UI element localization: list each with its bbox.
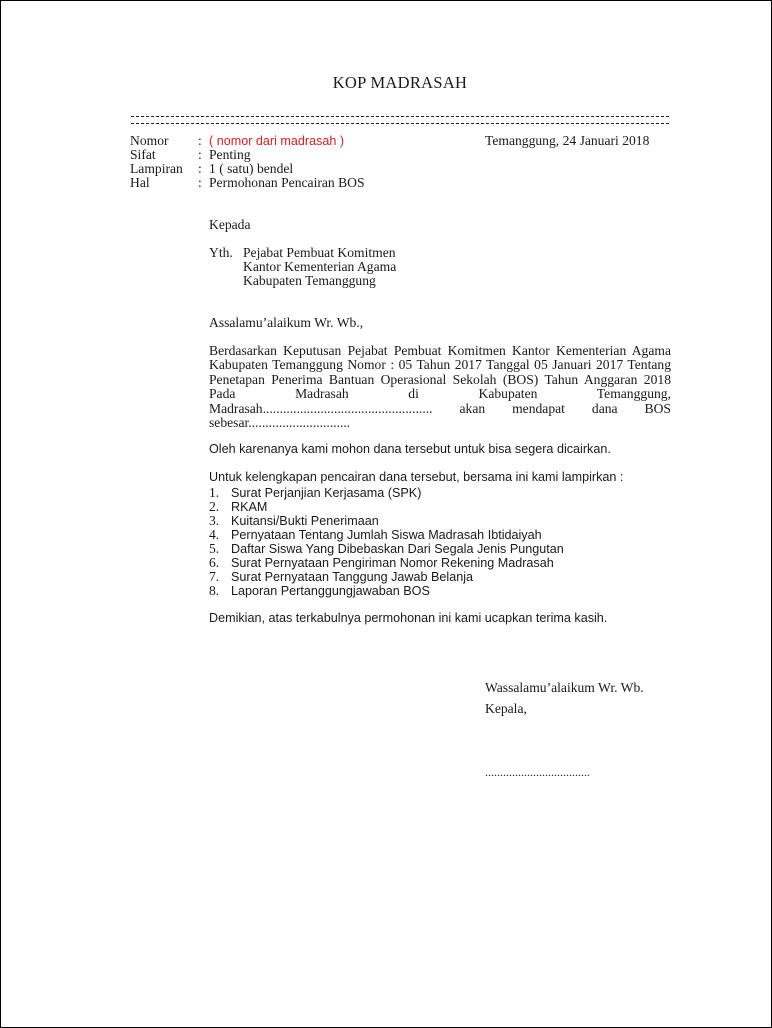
sifat-value: Penting <box>209 147 251 162</box>
body-paragraph-3: Untuk kelengkapan pencairan dana tersebut, bersama ini kami lampirkan : <box>209 470 624 484</box>
nomor-value: ( nomor dari madrasah ) <box>209 134 345 148</box>
list-item <box>209 528 564 542</box>
kepada-label: Kepada <box>209 217 251 232</box>
list-item-number: 8. <box>209 583 220 598</box>
list-item-text: Daftar Siswa Yang Dibebaskan Dari Segala Jenis Pungutan <box>231 542 564 556</box>
recipient-line-2: Kantor Kementerian Agama <box>243 259 397 274</box>
list-item <box>209 514 564 528</box>
list-item-text: Laporan Pertanggungjawaban BOS <box>231 584 430 598</box>
body-paragraph-2: Oleh karenanya kami mohon dana tersebut untuk bisa segera dicairkan. <box>209 442 611 456</box>
lampiran-separator: : <box>198 161 202 176</box>
lampiran-label: Lampiran <box>130 161 183 176</box>
list-item-text: Pernyataan Tentang Jumlah Siswa Madrasah Ibtidaiyah <box>231 528 542 542</box>
sifat-separator: : <box>198 147 202 162</box>
list-item-number: 7. <box>209 569 220 584</box>
nomor-label: Nomor <box>130 133 169 148</box>
attachment-list <box>209 486 564 598</box>
place-date: Temanggung, 24 Januari 2018 <box>485 133 650 148</box>
list-item-number: 6. <box>209 555 220 570</box>
signatory-name-line: ................................... <box>485 765 590 779</box>
list-item-text: RKAM <box>231 500 268 514</box>
lampiran-value: 1 ( satu) bendel <box>209 161 294 176</box>
list-item-text: Surat Pernyataan Tanggung Jawab Belanja <box>231 570 474 584</box>
list-item-number: 4. <box>209 527 220 542</box>
sifat-label: Sifat <box>130 147 156 162</box>
list-item-number: 3. <box>209 513 220 528</box>
recipient-line-3: Kabupaten Temanggung <box>243 273 376 288</box>
list-item-text: Kuitansi/Bukti Penerimaan <box>231 514 379 528</box>
double-dashed-divider <box>131 116 669 124</box>
hal-separator: : <box>198 175 202 190</box>
closing-sentence: Demikian, atas terkabulnya permohonan ini kami ucapkan terima kasih. <box>209 611 608 625</box>
list-item <box>209 584 564 598</box>
list-item <box>209 556 564 570</box>
letterhead-title: KOP MADRASAH <box>332 73 468 92</box>
list-item-number: 1. <box>209 485 220 500</box>
list-item <box>209 486 564 500</box>
greeting: Assalamu’alaikum Wr. Wb., <box>209 315 364 330</box>
nomor-separator: : <box>198 133 202 148</box>
list-item-number: 2. <box>209 499 220 514</box>
body-paragraph-1: Berdasarkan Keputusan Pejabat Pembuat Komitmen Kantor Kementerian Agama Kabupaten Temanggung Nomor : 05 Tahun 2017 Tanggal 05 Januari 2017 Tentang Penetapan Penerima Bantuan Operasional Sekolah (BOS) Tahun Anggaran 2018 Pada Madrasah di Kabupaten Temanggung, Madrasah.................................................. akan mendapat dana BOS sebesar.............................. <box>209 343 671 431</box>
list-item-text: Surat Pernyataan Pengiriman Nomor Rekening Madrasah <box>231 556 554 570</box>
closing-salam: Wassalamu’alaikum Wr. Wb. <box>485 680 644 695</box>
yth-label: Yth. <box>209 245 233 260</box>
recipient-line-1: Pejabat Pembuat Komitmen <box>243 245 396 260</box>
list-item-text: Surat Perjanjian Kerjasama (SPK) <box>231 486 422 500</box>
list-item-number: 5. <box>209 541 220 556</box>
list-item <box>209 542 564 556</box>
list-item <box>209 500 564 514</box>
hal-value: Permohonan Pencairan BOS <box>209 175 365 190</box>
list-item <box>209 570 564 584</box>
hal-label: Hal <box>130 175 150 190</box>
signatory-position: Kepala, <box>485 701 527 716</box>
